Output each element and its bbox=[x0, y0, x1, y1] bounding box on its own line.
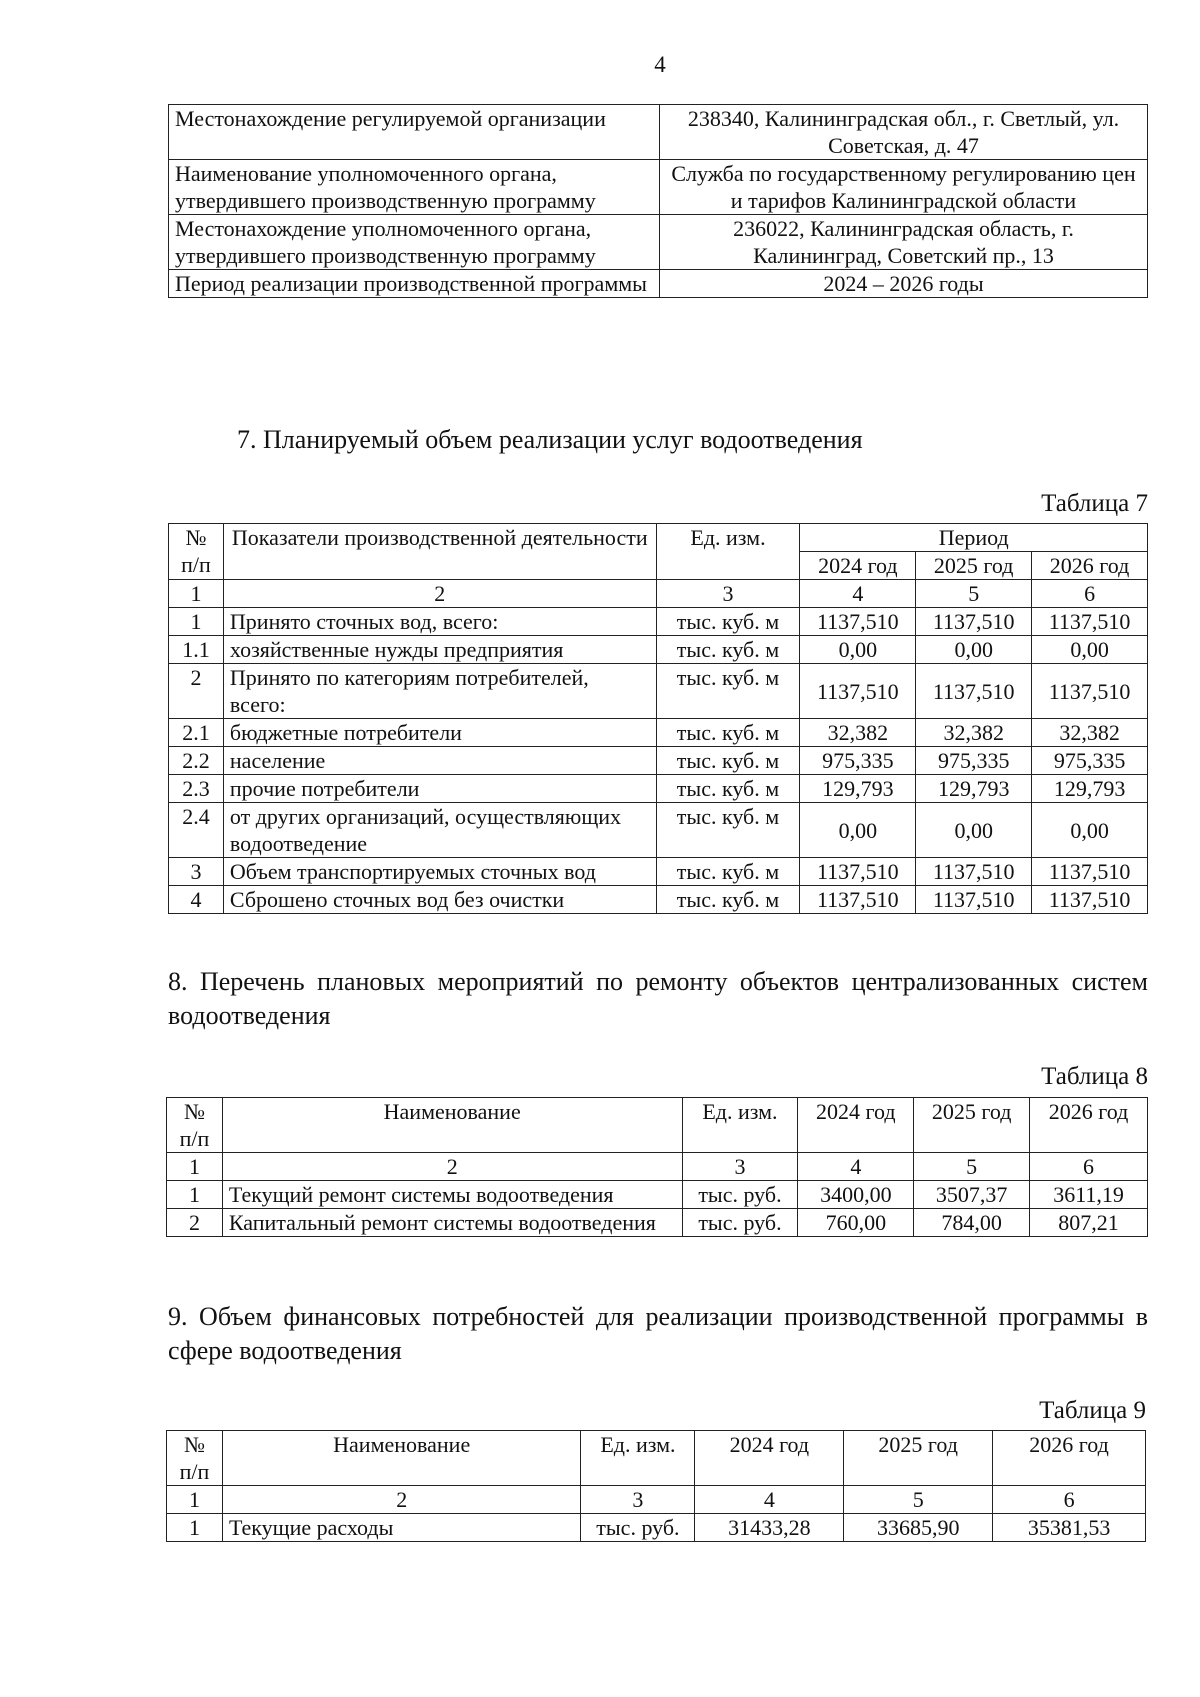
table-row bbox=[167, 1181, 1148, 1209]
row-num: 1 bbox=[167, 1514, 223, 1542]
row-name: население bbox=[223, 747, 656, 775]
info-label: Период реализации производственной программы bbox=[169, 270, 660, 298]
row-value-2024: 129,793 bbox=[800, 775, 916, 803]
row-value-2024: 1137,510 bbox=[800, 858, 916, 886]
row-value-2024: 0,00 bbox=[800, 803, 916, 858]
header-num: № п/п bbox=[169, 524, 224, 580]
table-row bbox=[167, 1514, 1146, 1542]
row-unit: тыс. куб. м bbox=[656, 747, 800, 775]
section-7-heading: 7. Планируемый объем реализации услуг водоотведения bbox=[237, 425, 863, 454]
table-row bbox=[169, 105, 1148, 160]
row-value-2024: 975,335 bbox=[800, 747, 916, 775]
header-year: 2025 год bbox=[914, 1098, 1030, 1153]
table-row bbox=[169, 858, 1148, 886]
column-number: 6 bbox=[993, 1486, 1146, 1514]
row-value-2024: 32,382 bbox=[800, 719, 916, 747]
table-header-row bbox=[169, 524, 1148, 552]
table-row bbox=[169, 775, 1148, 803]
column-number: 1 bbox=[169, 580, 224, 608]
column-number: 5 bbox=[844, 1486, 993, 1514]
row-value-2025: 1137,510 bbox=[916, 664, 1032, 719]
header-unit: Ед. изм. bbox=[682, 1098, 798, 1153]
table-row bbox=[169, 747, 1148, 775]
table-row bbox=[169, 160, 1148, 215]
table-row bbox=[169, 215, 1148, 270]
table-7 bbox=[168, 523, 1148, 914]
header-year: 2024 год bbox=[800, 552, 916, 580]
table-header-row bbox=[167, 1098, 1148, 1153]
info-value: 2024 – 2026 годы bbox=[660, 270, 1148, 298]
row-value-2026: 35381,53 bbox=[993, 1514, 1146, 1542]
table-9-caption: Таблица 9 bbox=[1039, 1397, 1146, 1424]
header-year: 2026 год bbox=[993, 1431, 1146, 1486]
table-row bbox=[169, 719, 1148, 747]
table-8-caption: Таблица 8 bbox=[1041, 1063, 1148, 1090]
section-8-heading: 8. Перечень плановых мероприятий по ремонту объектов централизованных систем водоотведения bbox=[168, 967, 1148, 1030]
row-unit: тыс. куб. м bbox=[656, 608, 800, 636]
info-value: Служба по государственному регулированию цен и тарифов Калининградской области bbox=[660, 160, 1148, 215]
header-period: Период bbox=[800, 524, 1148, 552]
row-value-2026: 807,21 bbox=[1030, 1209, 1148, 1237]
column-number: 3 bbox=[581, 1486, 695, 1514]
header-num: № п/п bbox=[167, 1431, 223, 1486]
info-label: Наименование уполномоченного органа, утвердившего производственную программу bbox=[169, 160, 660, 215]
header-name: Показатели производственной деятельности bbox=[223, 524, 656, 580]
row-value-2024: 31433,28 bbox=[695, 1514, 844, 1542]
row-value-2026: 1137,510 bbox=[1032, 664, 1148, 719]
table-row bbox=[169, 270, 1148, 298]
row-unit: тыс. куб. м bbox=[656, 858, 800, 886]
column-number: 3 bbox=[682, 1153, 798, 1181]
row-unit: тыс. куб. м bbox=[656, 636, 800, 664]
header-year: 2026 год bbox=[1030, 1098, 1148, 1153]
table-row bbox=[169, 608, 1148, 636]
info-label: Местонахождение регулируемой организации bbox=[169, 105, 660, 160]
row-name: от других организаций, осуществляющих водоотведение bbox=[223, 803, 656, 858]
row-value-2026: 1137,510 bbox=[1032, 858, 1148, 886]
row-value-2024: 3400,00 bbox=[798, 1181, 914, 1209]
row-value-2026: 3611,19 bbox=[1030, 1181, 1148, 1209]
column-number: 2 bbox=[223, 580, 656, 608]
row-name: Текущие расходы bbox=[222, 1514, 581, 1542]
table-row bbox=[169, 636, 1148, 664]
row-value-2025: 33685,90 bbox=[844, 1514, 993, 1542]
row-value-2026: 975,335 bbox=[1032, 747, 1148, 775]
header-year: 2025 год bbox=[916, 552, 1032, 580]
row-value-2025: 784,00 bbox=[914, 1209, 1030, 1237]
header-name: Наименование bbox=[222, 1431, 581, 1486]
row-name: Сброшено сточных вод без очистки bbox=[223, 886, 656, 914]
table-8 bbox=[166, 1097, 1148, 1237]
row-num: 1 bbox=[167, 1181, 223, 1209]
table-9 bbox=[166, 1430, 1146, 1542]
header-num: № п/п bbox=[167, 1098, 223, 1153]
column-number: 5 bbox=[916, 580, 1032, 608]
column-number: 1 bbox=[167, 1486, 223, 1514]
row-name: Текущий ремонт системы водоотведения bbox=[222, 1181, 682, 1209]
row-unit: тыс. куб. м bbox=[656, 664, 800, 719]
row-value-2026: 1137,510 bbox=[1032, 886, 1148, 914]
row-value-2026: 129,793 bbox=[1032, 775, 1148, 803]
row-value-2025: 1137,510 bbox=[916, 886, 1032, 914]
row-num: 2 bbox=[169, 664, 224, 719]
column-number: 6 bbox=[1032, 580, 1148, 608]
row-name: Капитальный ремонт системы водоотведения bbox=[222, 1209, 682, 1237]
row-num: 1 bbox=[169, 608, 224, 636]
row-unit: тыс. куб. м bbox=[656, 719, 800, 747]
row-unit: тыс. руб. bbox=[682, 1209, 798, 1237]
row-value-2025: 32,382 bbox=[916, 719, 1032, 747]
row-name: Принято сточных вод, всего: bbox=[223, 608, 656, 636]
column-number: 4 bbox=[695, 1486, 844, 1514]
table-7-caption: Таблица 7 bbox=[1041, 490, 1148, 517]
row-unit: тыс. руб. bbox=[682, 1181, 798, 1209]
column-number: 5 bbox=[914, 1153, 1030, 1181]
table-header-row bbox=[167, 1431, 1146, 1486]
row-unit: тыс. куб. м bbox=[656, 803, 800, 858]
row-num: 2.1 bbox=[169, 719, 224, 747]
header-unit: Ед. изм. bbox=[581, 1431, 695, 1486]
header-year: 2024 год bbox=[695, 1431, 844, 1486]
row-value-2024: 1137,510 bbox=[800, 664, 916, 719]
row-value-2026: 32,382 bbox=[1032, 719, 1148, 747]
row-name: Объем транспортируемых сточных вод bbox=[223, 858, 656, 886]
row-name: бюджетные потребители bbox=[223, 719, 656, 747]
row-value-2025: 3507,37 bbox=[914, 1181, 1030, 1209]
header-year: 2026 год bbox=[1032, 552, 1148, 580]
row-value-2024: 0,00 bbox=[800, 636, 916, 664]
row-num: 1.1 bbox=[169, 636, 224, 664]
table-row bbox=[169, 803, 1148, 858]
column-number: 6 bbox=[1030, 1153, 1148, 1181]
row-name: прочие потребители bbox=[223, 775, 656, 803]
row-num: 2.3 bbox=[169, 775, 224, 803]
row-value-2025: 129,793 bbox=[916, 775, 1032, 803]
info-value: 238340, Калининградская обл., г. Светлый, ул. Советская, д. 47 bbox=[660, 105, 1148, 160]
row-num: 2.2 bbox=[169, 747, 224, 775]
row-unit: тыс. руб. bbox=[581, 1514, 695, 1542]
table-row bbox=[169, 886, 1148, 914]
row-num: 3 bbox=[169, 858, 224, 886]
row-name: Принято по категориям потребителей, всего: bbox=[223, 664, 656, 719]
row-value-2025: 1137,510 bbox=[916, 858, 1032, 886]
row-num: 2 bbox=[167, 1209, 223, 1237]
table-row bbox=[169, 664, 1148, 719]
column-number: 1 bbox=[167, 1153, 223, 1181]
row-name: хозяйственные нужды предприятия bbox=[223, 636, 656, 664]
header-name: Наименование bbox=[222, 1098, 682, 1153]
row-value-2024: 1137,510 bbox=[800, 886, 916, 914]
header-unit: Ед. изм. bbox=[656, 524, 800, 580]
table-row bbox=[167, 1209, 1148, 1237]
column-number-row bbox=[167, 1486, 1146, 1514]
column-number: 2 bbox=[222, 1486, 581, 1514]
row-value-2026: 1137,510 bbox=[1032, 608, 1148, 636]
column-number: 4 bbox=[800, 580, 916, 608]
column-number-row bbox=[169, 580, 1148, 608]
row-value-2025: 0,00 bbox=[916, 636, 1032, 664]
row-value-2025: 975,335 bbox=[916, 747, 1032, 775]
column-number-row bbox=[167, 1153, 1148, 1181]
row-value-2026: 0,00 bbox=[1032, 636, 1148, 664]
info-label: Местонахождение уполномоченного органа, утвердившего производственную программу bbox=[169, 215, 660, 270]
organization-info-table bbox=[168, 104, 1148, 298]
column-number: 3 bbox=[656, 580, 800, 608]
row-value-2024: 1137,510 bbox=[800, 608, 916, 636]
column-number: 2 bbox=[222, 1153, 682, 1181]
row-value-2025: 1137,510 bbox=[916, 608, 1032, 636]
row-unit: тыс. куб. м bbox=[656, 886, 800, 914]
column-number: 4 bbox=[798, 1153, 914, 1181]
info-value: 236022, Калининградская область, г. Калининград, Советский пр., 13 bbox=[660, 215, 1148, 270]
row-unit: тыс. куб. м bbox=[656, 775, 800, 803]
row-value-2026: 0,00 bbox=[1032, 803, 1148, 858]
row-num: 4 bbox=[169, 886, 224, 914]
section-9-heading: 9. Объем финансовых потребностей для реализации производственной программы в сфере водоотведения bbox=[168, 1302, 1148, 1365]
row-num: 2.4 bbox=[169, 803, 224, 858]
row-value-2024: 760,00 bbox=[798, 1209, 914, 1237]
row-value-2025: 0,00 bbox=[916, 803, 1032, 858]
header-year: 2025 год bbox=[844, 1431, 993, 1486]
page-number: 4 bbox=[654, 52, 666, 77]
header-year: 2024 год bbox=[798, 1098, 914, 1153]
